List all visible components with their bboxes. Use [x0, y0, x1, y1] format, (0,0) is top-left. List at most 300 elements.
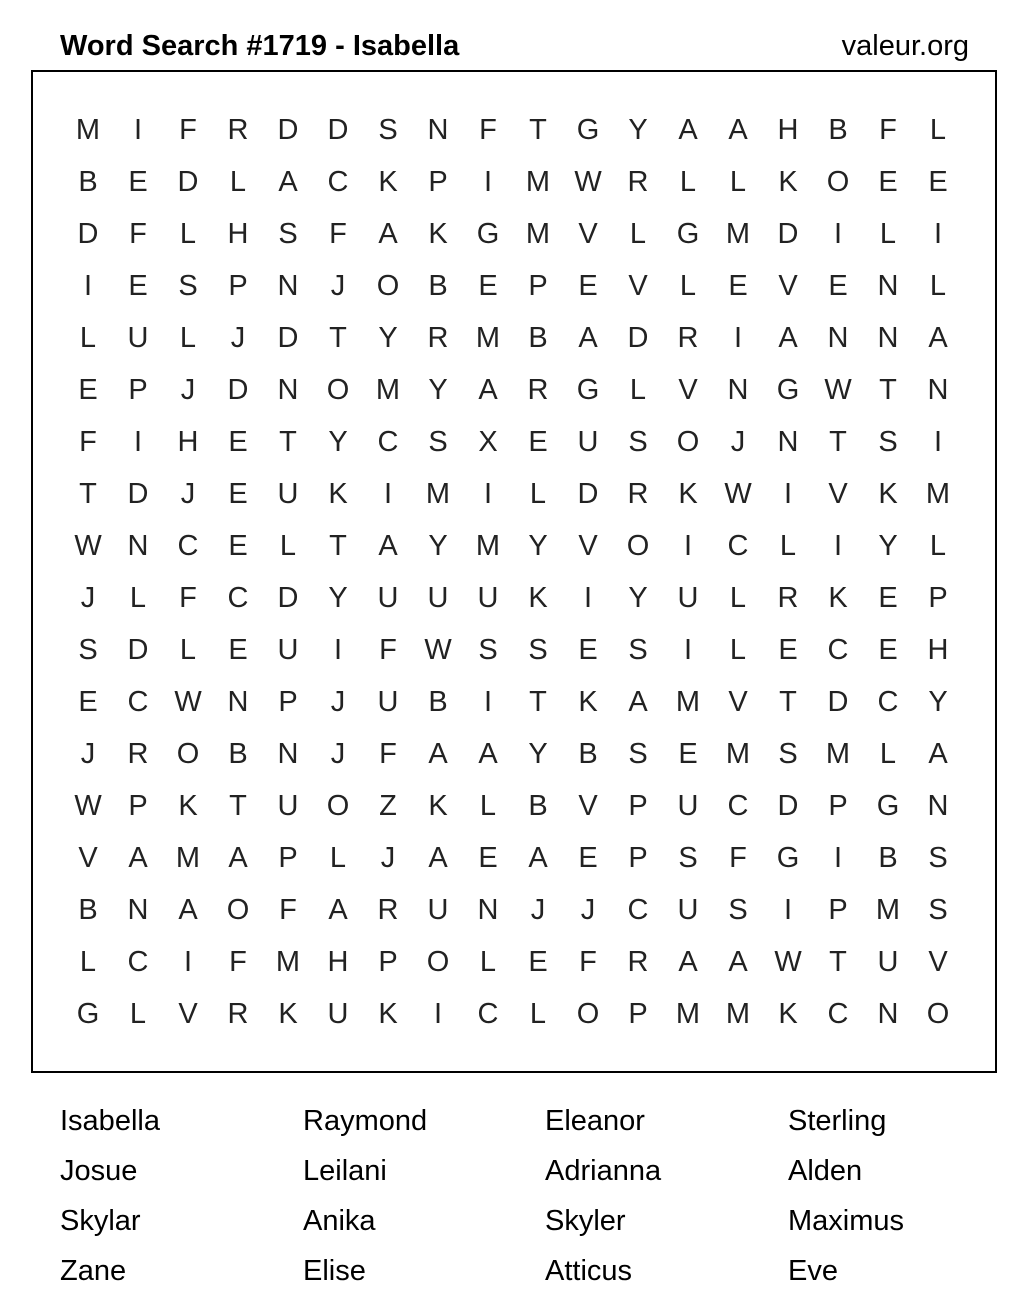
- grid-cell[interactable]: D: [227, 374, 249, 406]
- grid-cell[interactable]: D: [627, 322, 649, 354]
- grid-cell[interactable]: L: [779, 530, 797, 562]
- grid-cell[interactable]: S: [428, 426, 448, 458]
- grid-cell[interactable]: Y: [328, 582, 348, 614]
- grid-cell[interactable]: U: [677, 790, 699, 822]
- grid-cell[interactable]: T: [829, 946, 847, 978]
- grid-cell[interactable]: C: [627, 894, 649, 926]
- grid-cell[interactable]: A: [428, 842, 448, 874]
- grid-cell[interactable]: O: [626, 530, 650, 562]
- grid-cell[interactable]: B: [528, 322, 548, 354]
- grid-cell[interactable]: L: [479, 790, 497, 822]
- grid-cell[interactable]: C: [727, 790, 749, 822]
- grid-cell[interactable]: A: [478, 374, 498, 406]
- grid-cell[interactable]: L: [879, 738, 897, 770]
- grid-cell[interactable]: R: [227, 998, 249, 1030]
- grid-cell[interactable]: L: [929, 530, 947, 562]
- grid-cell[interactable]: L: [729, 634, 747, 666]
- grid-cell[interactable]: L: [479, 946, 497, 978]
- grid-cell[interactable]: K: [778, 998, 798, 1030]
- grid-cell[interactable]: D: [127, 478, 149, 510]
- grid-cell[interactable]: F: [379, 634, 397, 666]
- grid-cell[interactable]: N: [927, 374, 949, 406]
- grid-cell[interactable]: L: [929, 270, 947, 302]
- grid-cell[interactable]: O: [226, 894, 250, 926]
- grid-cell[interactable]: P: [228, 270, 248, 302]
- grid-cell[interactable]: E: [878, 166, 898, 198]
- grid-cell[interactable]: I: [133, 114, 143, 146]
- grid-cell[interactable]: L: [929, 114, 947, 146]
- grid-cell[interactable]: C: [327, 166, 349, 198]
- grid-cell[interactable]: I: [383, 478, 393, 510]
- grid-cell[interactable]: N: [877, 322, 899, 354]
- grid-cell[interactable]: L: [879, 218, 897, 250]
- grid-cell[interactable]: A: [728, 946, 748, 978]
- grid-cell[interactable]: A: [228, 842, 248, 874]
- grid-cell[interactable]: K: [428, 218, 448, 250]
- grid-cell[interactable]: M: [675, 686, 701, 718]
- grid-cell[interactable]: G: [576, 374, 600, 406]
- grid-cell[interactable]: C: [477, 998, 499, 1030]
- grid-cell[interactable]: J: [80, 738, 96, 770]
- grid-cell[interactable]: F: [129, 218, 147, 250]
- grid-cell[interactable]: U: [427, 582, 449, 614]
- grid-cell[interactable]: T: [329, 530, 347, 562]
- grid-cell[interactable]: K: [378, 998, 398, 1030]
- grid-cell[interactable]: R: [377, 894, 399, 926]
- grid-cell[interactable]: V: [678, 374, 698, 406]
- grid-cell[interactable]: N: [127, 530, 149, 562]
- grid-cell[interactable]: N: [927, 790, 949, 822]
- grid-cell[interactable]: D: [77, 218, 99, 250]
- grid-cell[interactable]: D: [827, 686, 849, 718]
- grid-cell[interactable]: L: [529, 998, 547, 1030]
- grid-cell[interactable]: B: [528, 790, 548, 822]
- grid-cell[interactable]: A: [778, 322, 798, 354]
- grid-cell[interactable]: I: [783, 478, 793, 510]
- grid-cell[interactable]: U: [877, 946, 899, 978]
- grid-cell[interactable]: L: [729, 582, 747, 614]
- grid-cell[interactable]: C: [127, 686, 149, 718]
- grid-cell[interactable]: C: [877, 686, 899, 718]
- grid-cell[interactable]: F: [329, 218, 347, 250]
- grid-cell[interactable]: U: [427, 894, 449, 926]
- grid-cell[interactable]: T: [879, 374, 897, 406]
- grid-cell[interactable]: N: [277, 738, 299, 770]
- grid-cell[interactable]: T: [329, 322, 347, 354]
- grid-cell[interactable]: M: [525, 166, 551, 198]
- grid-cell[interactable]: R: [627, 478, 649, 510]
- grid-cell[interactable]: W: [424, 634, 452, 666]
- grid-cell[interactable]: B: [228, 738, 248, 770]
- grid-cell[interactable]: W: [74, 790, 102, 822]
- grid-cell[interactable]: C: [177, 530, 199, 562]
- grid-cell[interactable]: L: [329, 842, 347, 874]
- grid-cell[interactable]: F: [379, 738, 397, 770]
- grid-cell[interactable]: F: [179, 582, 197, 614]
- grid-cell[interactable]: K: [278, 998, 298, 1030]
- grid-cell[interactable]: V: [828, 478, 848, 510]
- grid-cell[interactable]: R: [677, 322, 699, 354]
- grid-cell[interactable]: E: [578, 842, 598, 874]
- grid-cell[interactable]: O: [376, 270, 400, 302]
- grid-cell[interactable]: G: [76, 998, 100, 1030]
- grid-cell[interactable]: I: [683, 530, 693, 562]
- grid-cell[interactable]: E: [228, 478, 248, 510]
- grid-cell[interactable]: E: [228, 634, 248, 666]
- grid-cell[interactable]: I: [833, 218, 843, 250]
- grid-cell[interactable]: I: [683, 634, 693, 666]
- grid-cell[interactable]: B: [78, 894, 98, 926]
- grid-cell[interactable]: E: [578, 634, 598, 666]
- grid-cell[interactable]: Y: [428, 530, 448, 562]
- grid-cell[interactable]: L: [129, 998, 147, 1030]
- grid-cell[interactable]: P: [128, 374, 148, 406]
- grid-cell[interactable]: K: [378, 166, 398, 198]
- grid-cell[interactable]: I: [483, 686, 493, 718]
- grid-cell[interactable]: D: [777, 790, 799, 822]
- grid-cell[interactable]: V: [778, 270, 798, 302]
- grid-cell[interactable]: A: [928, 738, 948, 770]
- grid-cell[interactable]: D: [177, 166, 199, 198]
- grid-cell[interactable]: E: [878, 634, 898, 666]
- grid-cell[interactable]: M: [925, 478, 951, 510]
- grid-cell[interactable]: I: [333, 634, 343, 666]
- grid-cell[interactable]: K: [828, 582, 848, 614]
- grid-cell[interactable]: A: [728, 114, 748, 146]
- grid-cell[interactable]: E: [128, 166, 148, 198]
- grid-cell[interactable]: I: [483, 166, 493, 198]
- grid-cell[interactable]: R: [427, 322, 449, 354]
- grid-cell[interactable]: J: [80, 582, 96, 614]
- grid-cell[interactable]: I: [433, 998, 443, 1030]
- grid-cell[interactable]: V: [628, 270, 648, 302]
- grid-cell[interactable]: F: [279, 894, 297, 926]
- grid-cell[interactable]: A: [678, 946, 698, 978]
- grid-cell[interactable]: E: [228, 530, 248, 562]
- grid-cell[interactable]: P: [828, 894, 848, 926]
- grid-cell[interactable]: P: [278, 686, 298, 718]
- grid-cell[interactable]: K: [428, 790, 448, 822]
- grid-cell[interactable]: L: [529, 478, 547, 510]
- grid-cell[interactable]: U: [277, 790, 299, 822]
- grid-cell[interactable]: R: [777, 582, 799, 614]
- grid-cell[interactable]: M: [75, 114, 101, 146]
- grid-cell[interactable]: B: [428, 686, 448, 718]
- grid-cell[interactable]: L: [629, 374, 647, 406]
- grid-cell[interactable]: I: [183, 946, 193, 978]
- grid-cell[interactable]: T: [829, 426, 847, 458]
- grid-cell[interactable]: U: [377, 686, 399, 718]
- grid-cell[interactable]: T: [79, 478, 97, 510]
- grid-cell[interactable]: H: [327, 946, 349, 978]
- grid-cell[interactable]: G: [576, 114, 600, 146]
- grid-cell[interactable]: R: [627, 946, 649, 978]
- grid-cell[interactable]: E: [828, 270, 848, 302]
- grid-cell[interactable]: I: [933, 426, 943, 458]
- grid-cell[interactable]: U: [327, 998, 349, 1030]
- grid-cell[interactable]: M: [725, 998, 751, 1030]
- grid-cell[interactable]: G: [476, 218, 500, 250]
- grid-cell[interactable]: D: [577, 478, 599, 510]
- grid-cell[interactable]: S: [178, 270, 198, 302]
- grid-cell[interactable]: E: [578, 270, 598, 302]
- grid-cell[interactable]: A: [478, 738, 498, 770]
- grid-cell[interactable]: F: [879, 114, 897, 146]
- grid-cell[interactable]: A: [278, 166, 298, 198]
- grid-cell[interactable]: G: [876, 790, 900, 822]
- grid-cell[interactable]: S: [278, 218, 298, 250]
- grid-cell[interactable]: I: [833, 842, 843, 874]
- grid-cell[interactable]: I: [483, 478, 493, 510]
- grid-cell[interactable]: U: [677, 582, 699, 614]
- grid-cell[interactable]: A: [428, 738, 448, 770]
- grid-cell[interactable]: N: [877, 270, 899, 302]
- grid-cell[interactable]: C: [827, 998, 849, 1030]
- grid-cell[interactable]: C: [827, 634, 849, 666]
- grid-cell[interactable]: V: [578, 530, 598, 562]
- grid-cell[interactable]: A: [928, 322, 948, 354]
- grid-cell[interactable]: B: [428, 270, 448, 302]
- grid-cell[interactable]: O: [326, 374, 350, 406]
- grid-cell[interactable]: L: [179, 634, 197, 666]
- grid-cell[interactable]: A: [378, 530, 398, 562]
- grid-cell[interactable]: O: [576, 998, 600, 1030]
- grid-cell[interactable]: F: [79, 426, 97, 458]
- grid-cell[interactable]: J: [180, 374, 196, 406]
- grid-cell[interactable]: W: [724, 478, 752, 510]
- grid-cell[interactable]: K: [528, 582, 548, 614]
- grid-cell[interactable]: O: [426, 946, 450, 978]
- grid-cell[interactable]: Y: [528, 738, 548, 770]
- grid-cell[interactable]: M: [675, 998, 701, 1030]
- grid-cell[interactable]: M: [175, 842, 201, 874]
- grid-cell[interactable]: V: [178, 998, 198, 1030]
- grid-cell[interactable]: S: [778, 738, 798, 770]
- grid-cell[interactable]: S: [928, 842, 948, 874]
- grid-cell[interactable]: M: [375, 374, 401, 406]
- grid-cell[interactable]: I: [933, 218, 943, 250]
- grid-cell[interactable]: C: [227, 582, 249, 614]
- grid-cell[interactable]: K: [328, 478, 348, 510]
- grid-cell[interactable]: L: [679, 270, 697, 302]
- grid-cell[interactable]: J: [380, 842, 396, 874]
- grid-cell[interactable]: Y: [428, 374, 448, 406]
- grid-cell[interactable]: W: [824, 374, 852, 406]
- grid-cell[interactable]: M: [275, 946, 301, 978]
- grid-cell[interactable]: D: [277, 114, 299, 146]
- grid-cell[interactable]: B: [578, 738, 598, 770]
- grid-cell[interactable]: B: [878, 842, 898, 874]
- grid-cell[interactable]: C: [727, 530, 749, 562]
- grid-cell[interactable]: A: [678, 114, 698, 146]
- grid-cell[interactable]: M: [525, 218, 551, 250]
- grid-cell[interactable]: J: [180, 478, 196, 510]
- grid-cell[interactable]: L: [79, 322, 97, 354]
- grid-cell[interactable]: J: [330, 270, 346, 302]
- grid-cell[interactable]: A: [628, 686, 648, 718]
- grid-cell[interactable]: M: [475, 322, 501, 354]
- grid-cell[interactable]: A: [578, 322, 598, 354]
- grid-cell[interactable]: S: [78, 634, 98, 666]
- grid-cell[interactable]: O: [926, 998, 950, 1030]
- grid-cell[interactable]: L: [129, 582, 147, 614]
- grid-cell[interactable]: I: [733, 322, 743, 354]
- grid-cell[interactable]: H: [927, 634, 949, 666]
- grid-cell[interactable]: D: [127, 634, 149, 666]
- grid-cell[interactable]: S: [528, 634, 548, 666]
- grid-cell[interactable]: E: [228, 426, 248, 458]
- grid-cell[interactable]: E: [478, 270, 498, 302]
- grid-cell[interactable]: J: [330, 686, 346, 718]
- grid-cell[interactable]: A: [528, 842, 548, 874]
- grid-cell[interactable]: H: [227, 218, 249, 250]
- grid-cell[interactable]: A: [178, 894, 198, 926]
- grid-cell[interactable]: A: [128, 842, 148, 874]
- grid-cell[interactable]: L: [729, 166, 747, 198]
- grid-cell[interactable]: S: [628, 426, 648, 458]
- grid-cell[interactable]: M: [475, 530, 501, 562]
- grid-cell[interactable]: U: [377, 582, 399, 614]
- grid-cell[interactable]: D: [277, 582, 299, 614]
- grid-cell[interactable]: T: [229, 790, 247, 822]
- grid-cell[interactable]: P: [628, 790, 648, 822]
- grid-cell[interactable]: I: [783, 894, 793, 926]
- grid-cell[interactable]: E: [728, 270, 748, 302]
- grid-cell[interactable]: Y: [378, 322, 398, 354]
- grid-cell[interactable]: U: [677, 894, 699, 926]
- grid-cell[interactable]: V: [78, 842, 98, 874]
- grid-cell[interactable]: P: [378, 946, 398, 978]
- grid-cell[interactable]: E: [528, 946, 548, 978]
- grid-cell[interactable]: L: [679, 166, 697, 198]
- grid-cell[interactable]: S: [378, 114, 398, 146]
- grid-cell[interactable]: T: [779, 686, 797, 718]
- grid-cell[interactable]: L: [179, 218, 197, 250]
- grid-cell[interactable]: Z: [379, 790, 397, 822]
- grid-cell[interactable]: U: [277, 478, 299, 510]
- grid-cell[interactable]: J: [730, 426, 746, 458]
- grid-cell[interactable]: L: [79, 946, 97, 978]
- grid-cell[interactable]: Y: [878, 530, 898, 562]
- grid-cell[interactable]: U: [477, 582, 499, 614]
- grid-cell[interactable]: F: [729, 842, 747, 874]
- grid-cell[interactable]: S: [878, 426, 898, 458]
- grid-cell[interactable]: D: [277, 322, 299, 354]
- grid-cell[interactable]: Y: [628, 114, 648, 146]
- grid-cell[interactable]: N: [227, 686, 249, 718]
- grid-cell[interactable]: K: [578, 686, 598, 718]
- grid-cell[interactable]: P: [128, 790, 148, 822]
- grid-cell[interactable]: F: [579, 946, 597, 978]
- grid-cell[interactable]: M: [425, 478, 451, 510]
- grid-cell[interactable]: N: [427, 114, 449, 146]
- grid-cell[interactable]: F: [179, 114, 197, 146]
- grid-cell[interactable]: L: [179, 322, 197, 354]
- grid-cell[interactable]: W: [574, 166, 602, 198]
- grid-cell[interactable]: N: [127, 894, 149, 926]
- grid-cell[interactable]: W: [74, 530, 102, 562]
- grid-cell[interactable]: T: [279, 426, 297, 458]
- grid-cell[interactable]: G: [776, 842, 800, 874]
- grid-cell[interactable]: P: [828, 790, 848, 822]
- grid-cell[interactable]: N: [777, 426, 799, 458]
- grid-cell[interactable]: N: [477, 894, 499, 926]
- grid-cell[interactable]: R: [627, 166, 649, 198]
- grid-cell[interactable]: E: [678, 738, 698, 770]
- grid-cell[interactable]: Y: [628, 582, 648, 614]
- grid-cell[interactable]: I: [133, 426, 143, 458]
- grid-cell[interactable]: I: [833, 530, 843, 562]
- grid-cell[interactable]: S: [678, 842, 698, 874]
- grid-cell[interactable]: E: [78, 686, 98, 718]
- grid-cell[interactable]: N: [827, 322, 849, 354]
- grid-cell[interactable]: N: [727, 374, 749, 406]
- grid-cell[interactable]: D: [327, 114, 349, 146]
- grid-cell[interactable]: B: [828, 114, 848, 146]
- grid-cell[interactable]: N: [277, 270, 299, 302]
- grid-cell[interactable]: H: [777, 114, 799, 146]
- grid-cell[interactable]: A: [378, 218, 398, 250]
- grid-cell[interactable]: N: [277, 374, 299, 406]
- grid-cell[interactable]: F: [229, 946, 247, 978]
- grid-cell[interactable]: O: [326, 790, 350, 822]
- grid-cell[interactable]: S: [628, 738, 648, 770]
- grid-cell[interactable]: G: [776, 374, 800, 406]
- grid-cell[interactable]: C: [377, 426, 399, 458]
- grid-cell[interactable]: U: [277, 634, 299, 666]
- grid-cell[interactable]: K: [678, 478, 698, 510]
- grid-cell[interactable]: P: [628, 998, 648, 1030]
- grid-cell[interactable]: K: [878, 478, 898, 510]
- grid-cell[interactable]: R: [227, 114, 249, 146]
- grid-cell[interactable]: M: [825, 738, 851, 770]
- grid-cell[interactable]: L: [629, 218, 647, 250]
- grid-cell[interactable]: E: [878, 582, 898, 614]
- grid-cell[interactable]: S: [478, 634, 498, 666]
- grid-cell[interactable]: N: [877, 998, 899, 1030]
- grid-cell[interactable]: O: [826, 166, 850, 198]
- grid-cell[interactable]: Y: [328, 426, 348, 458]
- grid-cell[interactable]: T: [529, 686, 547, 718]
- grid-cell[interactable]: V: [578, 218, 598, 250]
- grid-cell[interactable]: F: [479, 114, 497, 146]
- grid-cell[interactable]: J: [230, 322, 246, 354]
- grid-cell[interactable]: E: [528, 426, 548, 458]
- grid-cell[interactable]: I: [583, 582, 593, 614]
- grid-cell[interactable]: J: [580, 894, 596, 926]
- grid-cell[interactable]: V: [728, 686, 748, 718]
- grid-cell[interactable]: J: [530, 894, 546, 926]
- grid-cell[interactable]: M: [725, 218, 751, 250]
- grid-cell[interactable]: C: [127, 946, 149, 978]
- grid-cell[interactable]: O: [676, 426, 700, 458]
- grid-cell[interactable]: K: [178, 790, 198, 822]
- grid-cell[interactable]: O: [176, 738, 200, 770]
- grid-cell[interactable]: E: [778, 634, 798, 666]
- grid-cell[interactable]: A: [328, 894, 348, 926]
- grid-cell[interactable]: W: [174, 686, 202, 718]
- grid-cell[interactable]: R: [527, 374, 549, 406]
- grid-cell[interactable]: R: [127, 738, 149, 770]
- grid-cell[interactable]: H: [177, 426, 199, 458]
- grid-cell[interactable]: B: [78, 166, 98, 198]
- grid-cell[interactable]: P: [528, 270, 548, 302]
- grid-cell[interactable]: L: [229, 166, 247, 198]
- grid-cell[interactable]: E: [478, 842, 498, 874]
- grid-cell[interactable]: V: [578, 790, 598, 822]
- grid-cell[interactable]: I: [83, 270, 93, 302]
- grid-cell[interactable]: S: [928, 894, 948, 926]
